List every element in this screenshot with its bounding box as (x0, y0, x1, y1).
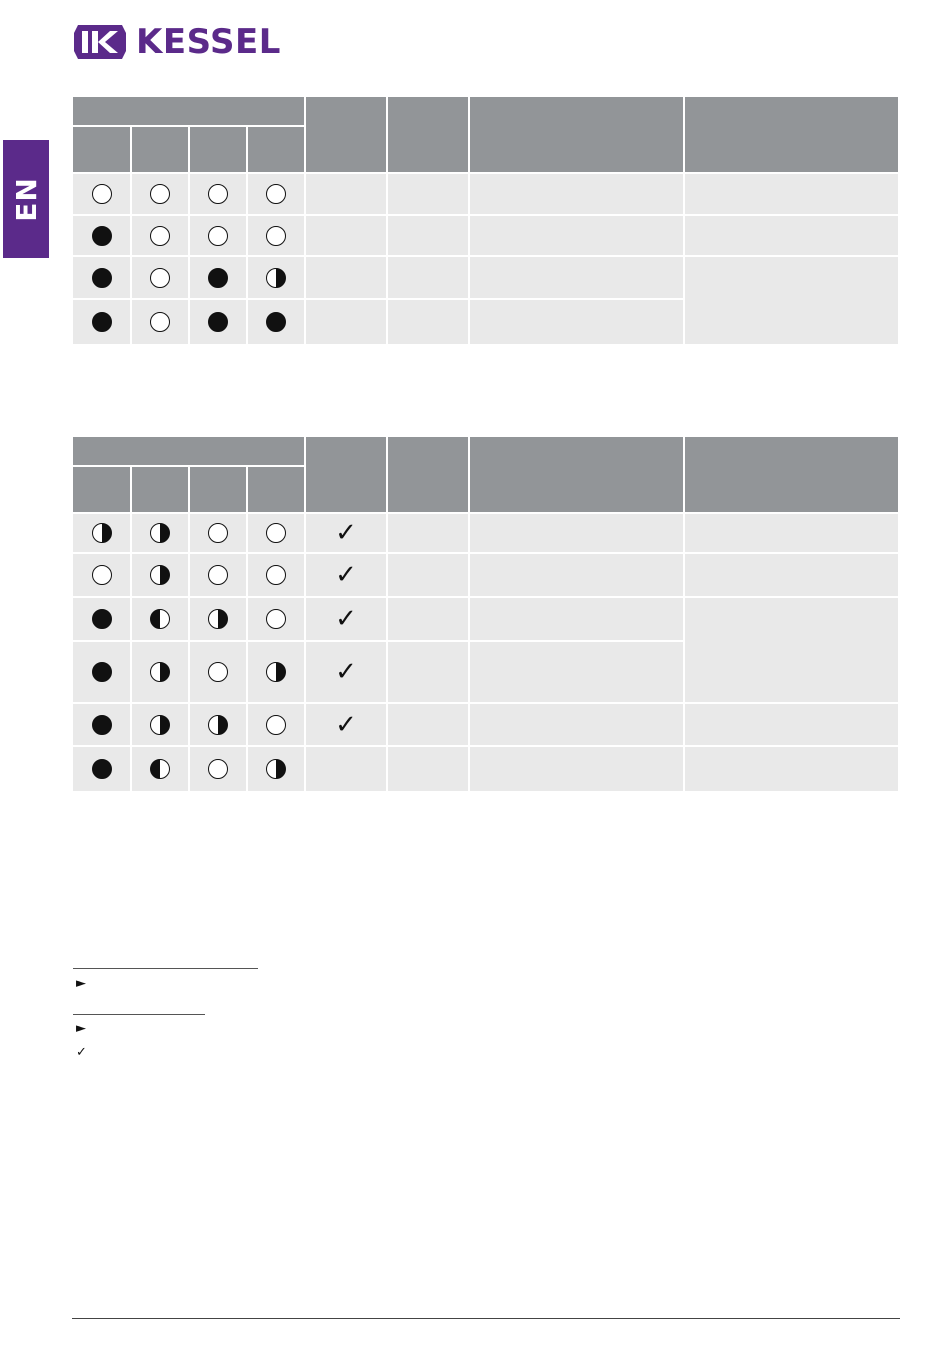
header-led-cell (132, 467, 188, 512)
header-led-cell (248, 127, 304, 172)
led-on-icon (92, 609, 112, 629)
led-cell (248, 747, 304, 791)
led-cell (73, 257, 130, 298)
status-cell (306, 174, 386, 214)
led-off-icon (92, 184, 112, 204)
checkmark-icon: ✓ (76, 1045, 87, 1060)
led-off-icon (266, 609, 286, 629)
language-tab-label: EN (9, 176, 43, 222)
led-half-l-icon (150, 609, 170, 629)
led-on-icon (92, 715, 112, 735)
value-cell (388, 514, 468, 552)
led-cell (248, 598, 304, 640)
description-cell (470, 514, 683, 552)
led-cell (190, 747, 246, 791)
led-on-icon (92, 226, 112, 246)
description-cell (470, 554, 683, 596)
led-cell (73, 747, 130, 791)
led-half-r-icon (208, 715, 228, 735)
led-off-icon (266, 226, 286, 246)
led-on-icon (208, 268, 228, 288)
led-off-icon (150, 184, 170, 204)
header-led-cell (132, 127, 188, 172)
led-off-icon (208, 226, 228, 246)
description-cell (470, 216, 683, 255)
led-off-icon (208, 759, 228, 779)
led-off-icon (150, 226, 170, 246)
remedy-cell (685, 554, 898, 596)
led-off-icon (208, 523, 228, 543)
header-cell (388, 97, 468, 172)
status-cell (306, 747, 386, 791)
header-cell (685, 97, 898, 172)
led-cell (190, 514, 246, 552)
brand-name: KESSEL (136, 22, 281, 62)
led-on-icon (92, 662, 112, 682)
description-cell (470, 747, 683, 791)
led-half-r-icon (266, 268, 286, 288)
status-table-1 (73, 97, 898, 344)
led-half-r-icon (150, 523, 170, 543)
header-cell (306, 437, 386, 512)
led-cell (132, 216, 188, 255)
remedy-cell (685, 704, 898, 745)
led-off-icon (208, 184, 228, 204)
remedy-cell (685, 598, 898, 702)
led-cell (248, 174, 304, 214)
remedy-cell (685, 216, 898, 255)
description-cell (470, 642, 683, 702)
led-cell (73, 174, 130, 214)
language-tab (3, 140, 49, 258)
led-on-icon (92, 759, 112, 779)
status-cell (306, 598, 386, 640)
led-off-icon (150, 268, 170, 288)
remedy-cell (685, 514, 898, 552)
led-cell (132, 174, 188, 214)
led-off-icon (266, 184, 286, 204)
led-off-icon (150, 312, 170, 332)
header-cell (470, 437, 683, 512)
led-cell (73, 554, 130, 596)
led-cell (73, 642, 130, 702)
led-on-icon (92, 312, 112, 332)
checkmark-icon: ✓ (335, 560, 357, 590)
header-led-cell (190, 467, 246, 512)
led-cell (132, 747, 188, 791)
led-half-l-icon (150, 759, 170, 779)
led-cell (248, 704, 304, 745)
header-cell (470, 97, 683, 172)
led-cell (248, 216, 304, 255)
remedy-cell (685, 257, 898, 344)
led-cell (73, 300, 130, 344)
value-cell (388, 257, 468, 298)
value-cell (388, 598, 468, 640)
led-half-r-icon (150, 662, 170, 682)
led-off-icon (266, 565, 286, 585)
footer-rule (72, 1318, 900, 1319)
led-half-r-icon (150, 715, 170, 735)
remedy-cell (685, 174, 898, 214)
led-cell (132, 598, 188, 640)
value-cell (388, 747, 468, 791)
led-off-icon (208, 662, 228, 682)
header-cell (388, 437, 468, 512)
led-cell (73, 704, 130, 745)
value-cell (388, 642, 468, 702)
checkmark-icon: ✓ (335, 604, 357, 634)
value-cell (388, 704, 468, 745)
checkmark-icon: ✓ (335, 709, 357, 740)
led-cell (132, 300, 188, 344)
led-half-r-icon (208, 609, 228, 629)
led-cell (190, 554, 246, 596)
header-cell (685, 437, 898, 512)
led-cell (132, 704, 188, 745)
led-cell (190, 257, 246, 298)
status-table-2 (73, 437, 898, 791)
led-cell (248, 300, 304, 344)
triangle-right-icon: ► (76, 976, 86, 991)
led-on-icon (266, 312, 286, 332)
value-cell (388, 174, 468, 214)
brand-logo (72, 22, 281, 62)
header-led-cell (73, 127, 130, 172)
status-cell (306, 300, 386, 344)
led-half-r-icon (266, 759, 286, 779)
led-cell (132, 554, 188, 596)
status-cell (306, 514, 386, 552)
led-cell (132, 514, 188, 552)
led-cell (73, 598, 130, 640)
led-on-icon (92, 268, 112, 288)
value-cell (388, 300, 468, 344)
led-cell (190, 598, 246, 640)
triangle-right-icon: ► (76, 1021, 86, 1036)
header-led-cell (190, 127, 246, 172)
checkmark-icon: ✓ (335, 518, 357, 548)
led-on-icon (208, 312, 228, 332)
led-cell (248, 257, 304, 298)
status-cell (306, 642, 386, 702)
header-group-cell (73, 437, 304, 465)
header-led-cell (248, 467, 304, 512)
led-cell (73, 514, 130, 552)
led-off-icon (92, 565, 112, 585)
status-cell (306, 554, 386, 596)
kessel-k-logo-icon (72, 23, 128, 61)
led-half-r-icon (150, 565, 170, 585)
value-cell (388, 554, 468, 596)
led-off-icon (266, 715, 286, 735)
description-cell (470, 300, 683, 344)
led-cell (190, 300, 246, 344)
value-cell (388, 216, 468, 255)
led-cell (190, 174, 246, 214)
description-cell (470, 704, 683, 745)
led-cell (190, 704, 246, 745)
status-cell (306, 216, 386, 255)
description-cell (470, 598, 683, 640)
led-off-icon (208, 565, 228, 585)
led-cell (248, 514, 304, 552)
description-cell (470, 257, 683, 298)
header-group-cell (73, 97, 304, 125)
legend-rule-1 (73, 968, 258, 969)
status-cell (306, 704, 386, 745)
led-cell (248, 554, 304, 596)
led-cell (190, 216, 246, 255)
status-cell (306, 257, 386, 298)
remedy-cell (685, 747, 898, 791)
led-half-r-icon (92, 523, 112, 543)
led-cell (132, 257, 188, 298)
led-off-icon (266, 523, 286, 543)
led-cell (248, 642, 304, 702)
led-cell (190, 642, 246, 702)
description-cell (470, 174, 683, 214)
legend-rule-2 (73, 1014, 205, 1015)
header-cell (306, 97, 386, 172)
header-led-cell (73, 467, 130, 512)
led-half-r-icon (266, 662, 286, 682)
led-cell (132, 642, 188, 702)
led-cell (73, 216, 130, 255)
checkmark-icon: ✓ (335, 657, 357, 687)
